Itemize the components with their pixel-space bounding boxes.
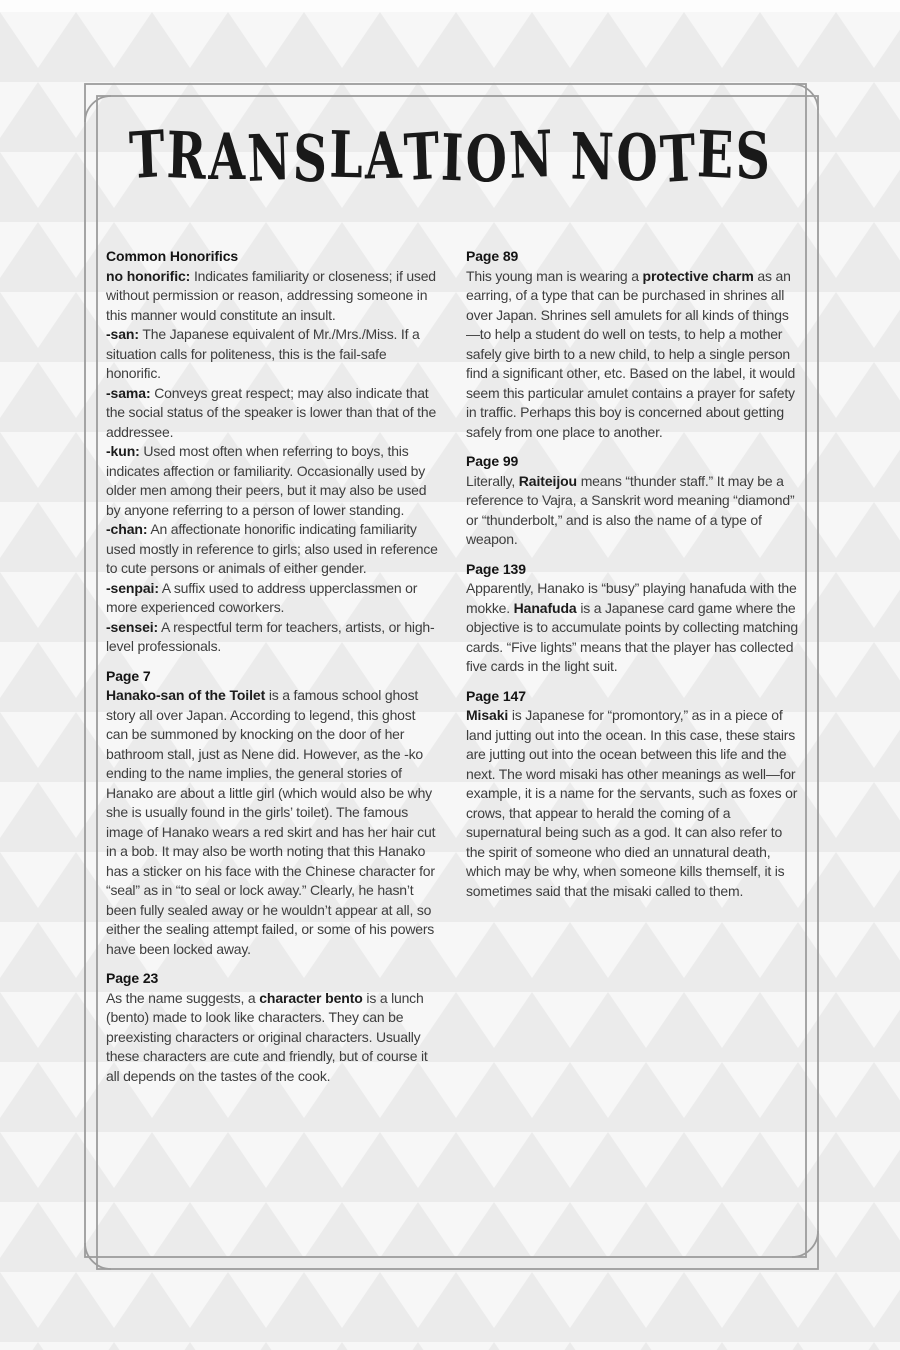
body-text: is a lunch (bento) made to look like characters. They can be preexisting characters or original characters. Usually these characters are cute and friendly, but of course it all depends on the tastes of the cook. — [106, 989, 428, 1084]
emphasized-term: Raiteijou — [518, 472, 578, 489]
body-text: This young man is wearing a — [466, 267, 643, 284]
title-letter: N — [570, 119, 616, 196]
translation-notes-content — [106, 247, 798, 1096]
emphasized-term: -sama: — [106, 384, 151, 401]
emphasized-term: Hanafuda — [513, 599, 577, 616]
note-section — [106, 247, 438, 657]
body-text: Conveys great respect; may also indicate that the social status of the speaker is lower than that of the addressee. — [106, 384, 437, 440]
title-letter: T — [127, 116, 167, 195]
emphasized-term: -chan: — [106, 521, 148, 537]
body-text: as an earring, of a type that can be purchased in shrines all over Japan. Shrines sell amulets for all kinds of things—to help a student do well on tests, to help a mother safely give birth to a new child, to help a single person find a significant other, etc. Based on the label, it would seem this particular amulet contains a prayer for safety in traffic. Perhaps this boy is concerned about getting safely from one place to another. — [466, 267, 796, 440]
note-section — [106, 667, 438, 960]
body-text: As the name suggests, a — [106, 989, 260, 1006]
section-heading: Page 89 — [466, 248, 519, 264]
frame-corner-arc-bottom-right — [792, 1231, 818, 1257]
title-letter: N — [246, 119, 293, 198]
section-paragraph — [466, 706, 798, 901]
title-letter: S — [291, 120, 330, 199]
emphasized-term: -san: — [106, 326, 139, 342]
emphasized-term: character bento — [259, 989, 363, 1006]
emphasized-term: no honorific: — [106, 267, 191, 284]
section-paragraph — [466, 267, 798, 443]
body-text: Literally, — [466, 472, 519, 489]
body-text: is a famous school ghost story all over Japan. According to legend, this ghost can be summoned by knocking on the door of her bathroom stall, just as Nene did. However, as the -ko ending to the name implies, the general stories of Hanako are about a little girl (which would also be why she is usually found in the girls’ toilet). The famous image of Hanako wears a red skirt and has her hair cut in a bob. It may also be worth noting that this Hanako has a sticker on his face with the Chinese character for “seal” as in “to seal or lock away.” Clearly, he hasn’t been fully sealed away or he wouldn’t appear at all, so either the sealing attempt failed, or some of his powers have been locked away. — [106, 687, 436, 957]
title-letter: T — [402, 118, 442, 197]
section-heading: Page 139 — [466, 560, 526, 577]
section-heading: Page 7 — [106, 667, 151, 684]
note-section — [466, 560, 798, 677]
emphasized-term: -kun: — [106, 443, 140, 459]
title-letter: O — [615, 120, 659, 197]
emphasized-term: Hanako-san of the Toilet — [106, 687, 266, 703]
note-section — [466, 452, 798, 550]
note-section — [466, 687, 798, 902]
body-text: is Japanese for “promontory,” as in a piece of land jutting out into the ocean. In this case, these stairs are jutting out into the ocean between this life and the next. The word misaki has other meanings as well—for example, it is a name for the servants, such as foxes or crows, that appear to herald the coming of a supernatural being such as a god. It can also refer to the spirit of someone who died an unnatural death, which may be why, when someone kills themself, it is sometimes said that the misaki called to them. — [466, 707, 798, 899]
section-heading: Page 99 — [466, 453, 519, 469]
title-letter: A — [364, 118, 403, 195]
column-right — [466, 247, 798, 1096]
body-text: Indicates familiarity or closeness; if used without permission or reason, addressing someone in this manner would constitute an insult. — [106, 267, 436, 323]
note-section — [466, 247, 798, 442]
frame-corner-arc-top-left — [85, 96, 111, 122]
body-text: A respectful term for teachers, artists, or high-level professionals. — [106, 618, 435, 654]
body-text: An affectionate honorific indicating familiarity used mostly in reference to girls; also used in reference to cute persons or animals of either gender. — [106, 521, 438, 576]
section-paragraph — [106, 618, 438, 657]
section-paragraph — [466, 579, 798, 677]
emphasized-term: -senpai: — [106, 579, 159, 596]
section-paragraph — [106, 267, 438, 326]
title-letter: S — [735, 119, 771, 194]
title-letter: R — [165, 118, 208, 195]
frame-corner-arc-bottom-left — [85, 1243, 111, 1269]
title-letter: T — [658, 120, 698, 199]
title-letter: L — [328, 117, 364, 194]
title-letter: I — [440, 120, 466, 197]
title-letter — [553, 125, 570, 190]
section-paragraph — [106, 442, 438, 520]
section-paragraph — [106, 989, 438, 1087]
section-heading: Page 147 — [466, 687, 526, 704]
section-paragraph — [466, 472, 798, 550]
body-text: is a Japanese card game where the objective is to accumulate points by collecting matching cards. “Five lights” means that the player has collected five cards in the light suit. — [466, 599, 798, 674]
page-title — [117, 116, 783, 199]
section-paragraph — [106, 686, 438, 959]
section-paragraph — [106, 579, 438, 618]
title-letter: E — [696, 117, 736, 194]
emphasized-term: -sensei: — [106, 618, 159, 635]
section-paragraph — [106, 384, 438, 443]
section-heading: Page 23 — [106, 970, 159, 986]
body-text: A suffix used to address upperclassmen or more experienced coworkers. — [106, 579, 418, 615]
title-letter: N — [508, 116, 555, 195]
title-letter: A — [208, 120, 246, 195]
title-letter: O — [465, 122, 508, 197]
emphasized-term: protective charm — [642, 267, 754, 284]
section-paragraph — [106, 520, 438, 579]
section-paragraph — [106, 325, 438, 384]
frame-corner-arc-top-right — [792, 84, 818, 110]
body-text: The Japanese equivalent of Mr./Mrs./Miss. If a situation calls for politeness, this is the fail-safe honorific. — [106, 326, 420, 381]
note-section — [106, 969, 438, 1086]
body-text: means “thunder staff.” It may be a reference to Vajra, a Sanskrit word meaning “diamond” or “thunderbolt,” and is also the name of a type of weapon. — [466, 472, 795, 547]
column-left — [106, 247, 438, 1096]
body-text: Used most often when referring to boys, this indicates affection or familiarity. Occasionally used by older men among their peers, but it may also be used by anyone referring to a person of lower standing. — [106, 443, 427, 518]
section-heading: Common Honorifics — [106, 248, 239, 264]
body-text: Apparently, Hanako is “busy” playing hanafuda with the mokke. — [466, 580, 797, 616]
emphasized-term: Misaki — [466, 707, 509, 723]
